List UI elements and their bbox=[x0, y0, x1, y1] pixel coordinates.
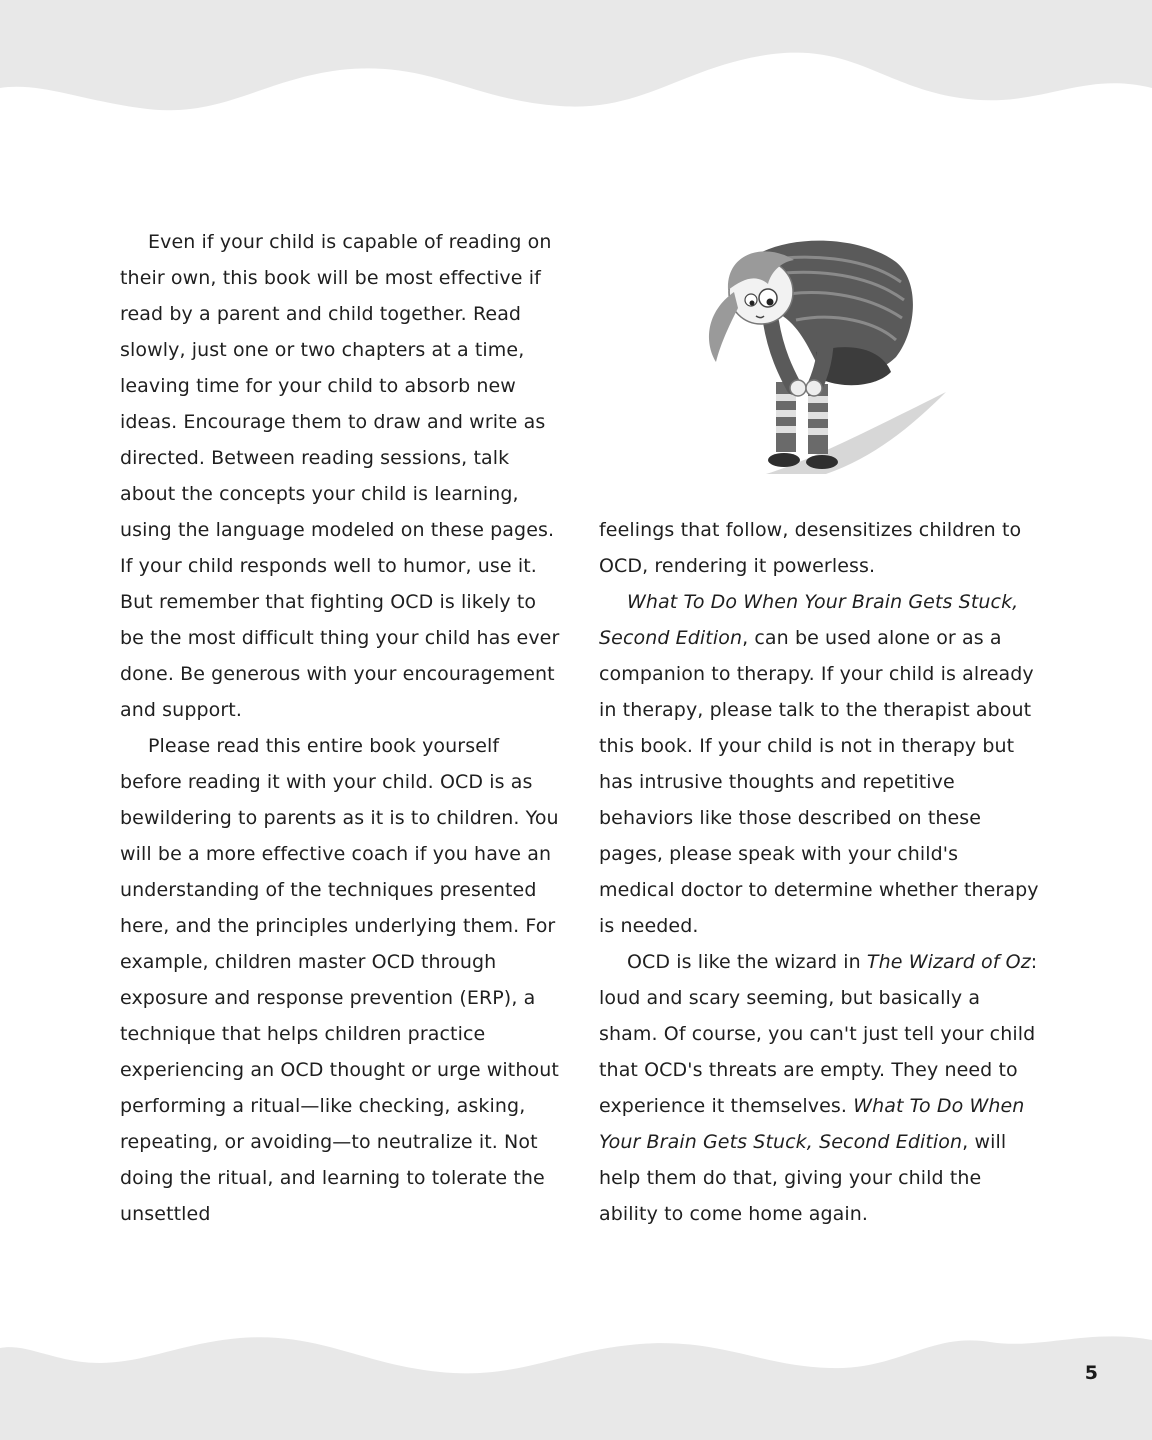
paragraph-read-book-yourself: Please read this entire book yourself before reading it with your child. OCD is as bewildering to parents as it is to children. You will be a more effective coach if you have an understanding of the techniques presented here, and the principles underlying them. For example, children master OCD through exposure and response prevention (ERP), a technique that helps children practice experiencing an OCD thought or urge without performing a ritual—like checking, asking, repeating, or avoiding—to neutralize it. Not doing the ritual, and learning to tolerate the unsettled bbox=[120, 735, 559, 1225]
paragraph-use-with-therapy bbox=[599, 584, 1039, 944]
book-title: What To Do When Your Brain Gets Stuck, Second Edition bbox=[599, 1095, 1025, 1153]
right-column bbox=[599, 512, 1039, 1232]
paragraph-text: , can be used alone or as a companion to therapy. If your child is already in therapy, please talk to the therapist about this book. If your child is not in therapy but has intrusive thoughts and repetitive behaviors like those described on these pages, please speak with your child's medical doctor to determine whether therapy is needed. bbox=[599, 627, 1039, 937]
paragraph-text: : loud and scary seeming, but basically a sham. Of course, you can't just tell your child that OCD's threats are empty. They need to experience it themselves. bbox=[599, 951, 1038, 1117]
book-title: What To Do When Your Brain Gets Stuck, Second Edition bbox=[599, 591, 1019, 649]
paragraph-wizard-of-oz bbox=[599, 944, 1039, 1232]
paragraph-reading-together: Even if your child is capable of reading on their own, this book will be most effective if read by a parent and child together. Read slowly, just one or two chapters at a time, leaving time for your child to absorb new ideas. Encourage them to draw and write as directed. Between reading sessions, talk about the concepts your child is learning, using the language modeled on these pages. If your child responds well to humor, use it. But remember that fighting OCD is likely to be the most difficult thing your child has ever done. Be generous with your encouragement and support. bbox=[120, 231, 560, 721]
paragraph-continued: feelings that follow, desensitizes children to OCD, rendering it powerless. bbox=[599, 519, 1022, 577]
page-number: 5 bbox=[1084, 1362, 1098, 1384]
paragraph-text: , will help them do that, giving your child the ability to come home again. bbox=[599, 1131, 1007, 1225]
left-column bbox=[120, 224, 560, 1232]
paragraph-text: OCD is like the wizard in bbox=[627, 951, 867, 973]
wizard-of-oz-title: The Wizard of Oz bbox=[866, 951, 1031, 973]
top-cloud-border bbox=[0, 0, 1152, 140]
bottom-cloud-border bbox=[0, 1320, 1152, 1440]
girl-looking-at-knees-illustration bbox=[676, 212, 956, 487]
